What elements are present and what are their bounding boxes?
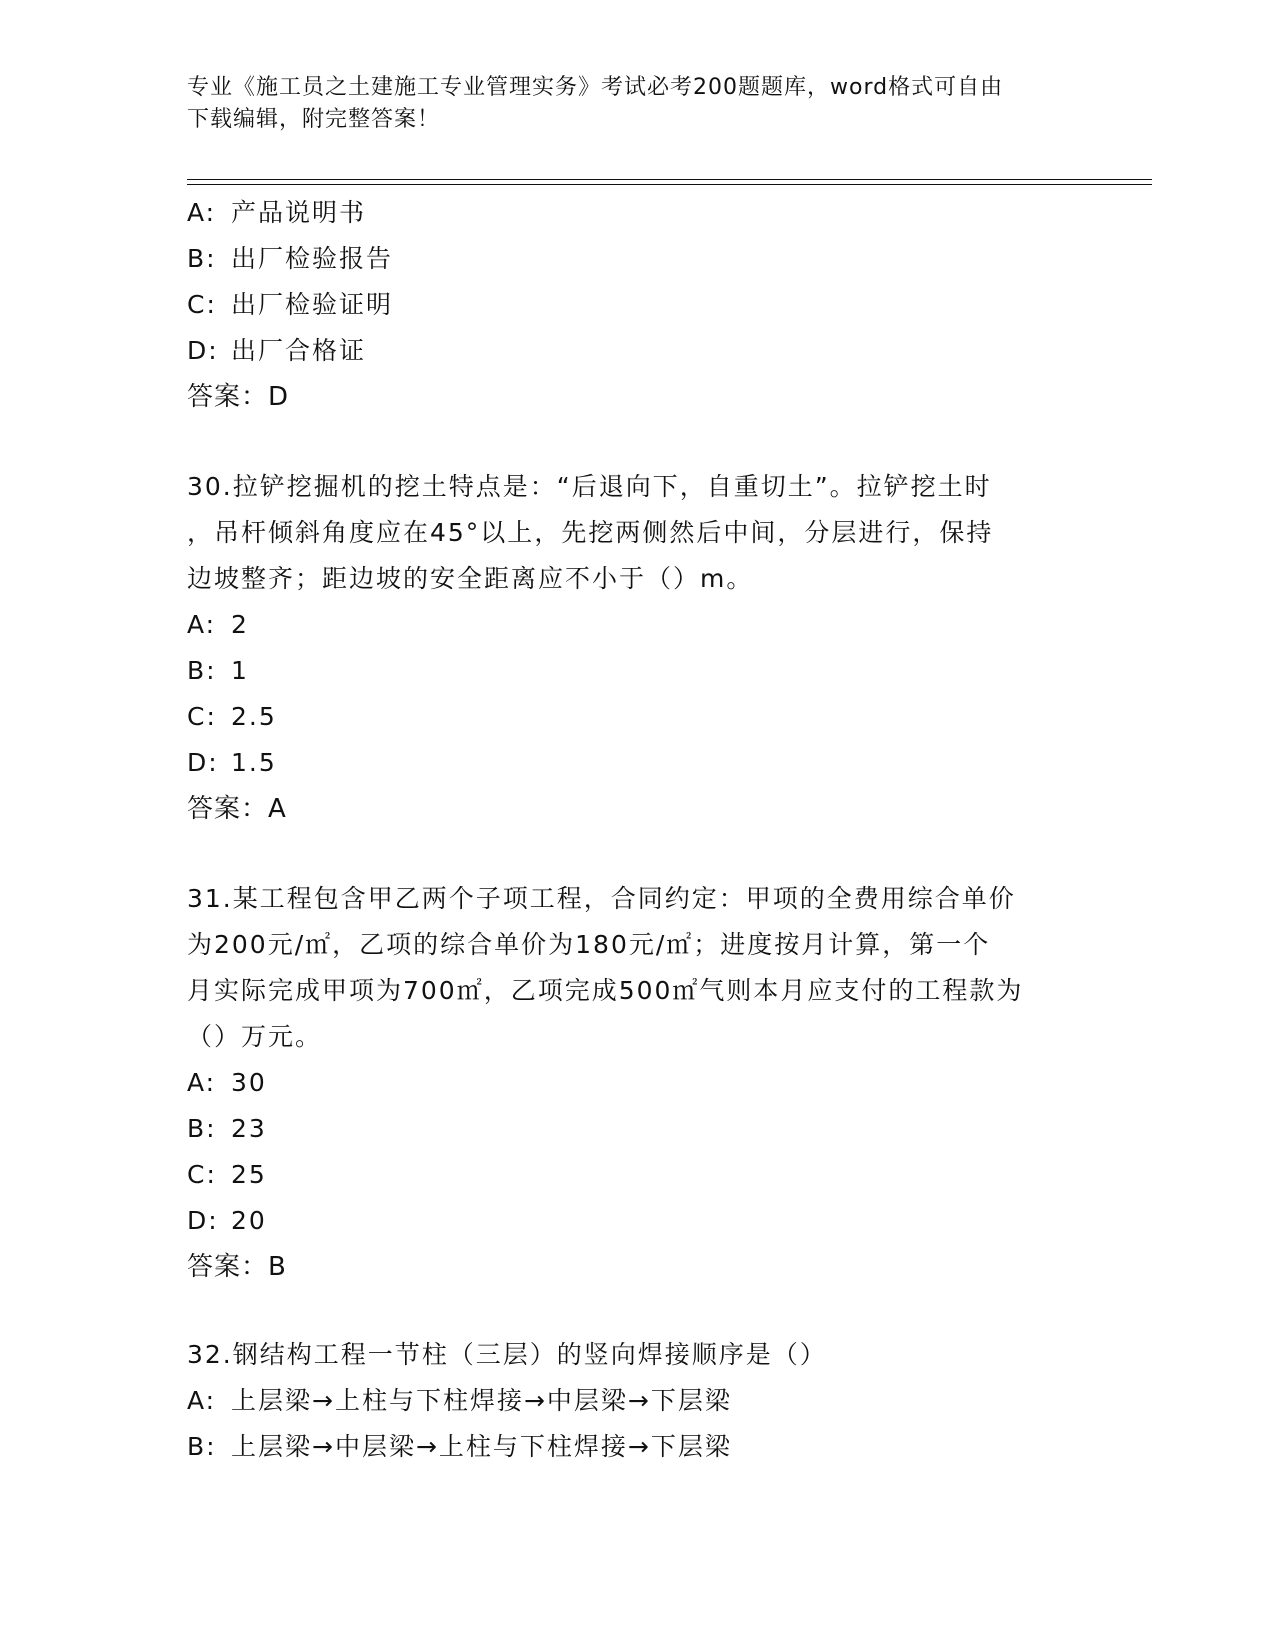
header-line-1: 专业《施工员之土建施工专业管理实务》考试必考200题题库，word格式可自由 [187,75,1004,100]
option-b: B: 1 [187,656,249,685]
answer-line: 答案：B [187,1252,287,1282]
option-a: A: 上层梁→上柱与下柱焊接→中层梁→下层梁 [187,1386,732,1415]
question-text: 30.拉铲挖掘机的挖土特点是：“后退向下，自重切土”。拉铲挖土时 ，吊杆倾斜角度应在45°以上，先挖两侧然后中间，分层进行，保持 边坡整齐；距边坡的安全距离应不小于（）m。 [187,472,994,593]
question-31 [187,876,1087,1290]
question-29-continued [187,190,1087,420]
option-a: A: 产品说明书 [187,198,367,227]
option-b: B: 23 [187,1114,267,1143]
option-d: D: 1.5 [187,748,277,777]
option-b: B: 上层梁→中层梁→上柱与下柱焊接→下层梁 [187,1432,732,1461]
option-a: A: 2 [187,610,249,639]
question-text: 32.钢结构工程一节柱（三层）的竖向焊接顺序是（） [187,1340,827,1369]
header-divider-bottom [187,184,1152,185]
document-header [187,72,1067,136]
option-c: C: 25 [187,1160,267,1189]
header-line-2: 下载编辑，附完整答案！ [187,107,441,132]
option-b: B: 出厂检验报告 [187,244,394,273]
question-32 [187,1332,1087,1470]
header-divider-top [187,179,1152,180]
option-c: C: 2.5 [187,702,277,731]
question-30 [187,464,1087,832]
question-text: 31.某工程包含甲乙两个子项工程，合同约定：甲项的全费用综合单价 为200元/㎡，乙项的综合单价为180元/㎡；进度按月计算，第一个 月实际完成甲项为700㎡，乙项完成500㎡气则本月应支付的工程款为 （）万元。 [187,884,1024,1051]
answer-line: 答案：D [187,382,290,412]
option-a: A: 30 [187,1068,267,1097]
option-c: C: 出厂检验证明 [187,290,394,319]
answer-line: 答案：A [187,794,287,824]
option-d: D: 20 [187,1206,267,1235]
option-d: D: 出厂合格证 [187,336,367,365]
question-list [187,190,1087,1470]
